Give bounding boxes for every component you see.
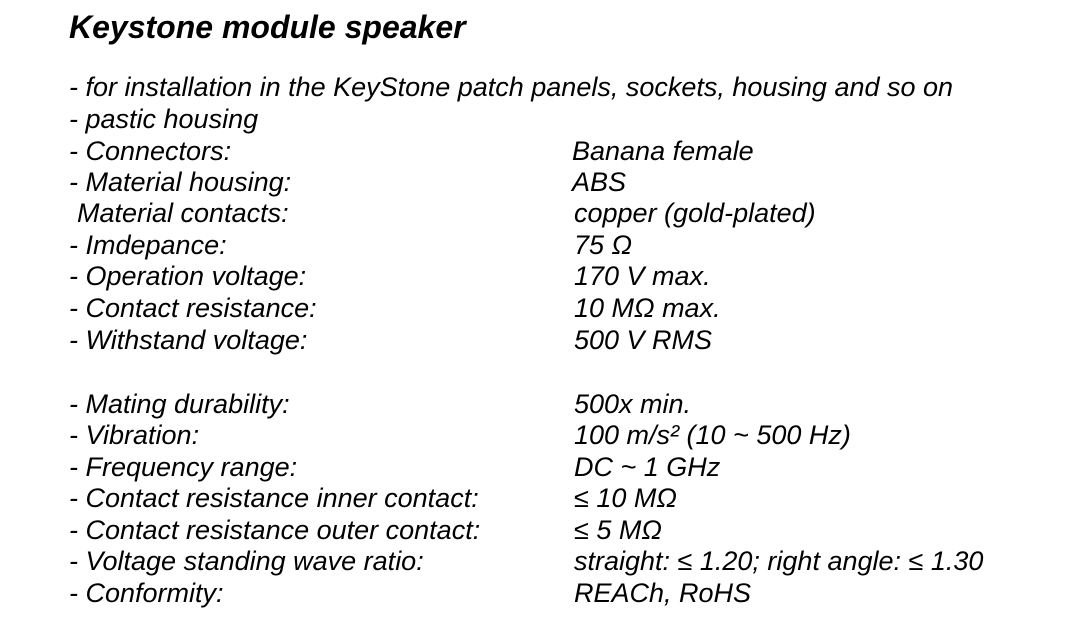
spec-value: ≤ 10 MΩ bbox=[574, 483, 677, 513]
spec-label: - Imdepance: bbox=[69, 230, 227, 260]
spec-value: ABS bbox=[572, 167, 627, 197]
spec-value: DC ~ 1 GHz bbox=[574, 452, 721, 482]
spec-label: - Conformity: bbox=[69, 578, 224, 608]
page-title: Keystone module speaker bbox=[69, 9, 466, 45]
spec-value: straight: ≤ 1.20; right angle: ≤ 1.30 bbox=[574, 546, 984, 576]
spec-value: 500x min. bbox=[574, 389, 692, 419]
intro-text: - for installation in the KeyStone patch panels, sockets, housing and so on bbox=[69, 72, 954, 102]
spec-value: 10 MΩ max. bbox=[574, 293, 721, 323]
spec-label: - Frequency range: bbox=[69, 452, 298, 482]
spec-value: Banana female bbox=[572, 136, 754, 166]
spec-value: 100 m/s² (10 ~ 500 Hz) bbox=[574, 420, 851, 450]
spec-value: ≤ 5 MΩ bbox=[574, 515, 662, 545]
spec-label: - Operation voltage: bbox=[69, 261, 307, 291]
spec-label: - Voltage standing wave ratio: bbox=[69, 546, 424, 576]
spec-value: 500 V RMS bbox=[574, 325, 713, 355]
spec-value: 170 V max. bbox=[574, 261, 711, 291]
spec-label: - Contact resistance: bbox=[69, 293, 317, 323]
spec-label: - Connectors: bbox=[69, 136, 232, 166]
intro-text: - pastic housing bbox=[69, 104, 259, 134]
spec-value: REACh, RoHS bbox=[574, 578, 752, 608]
spec-label: Material contacts: bbox=[77, 198, 289, 228]
spec-label: - Material housing: bbox=[69, 167, 292, 197]
spec-value: copper (gold-plated) bbox=[574, 198, 816, 228]
spec-label: - Contact resistance inner contact: bbox=[69, 483, 479, 513]
spec-label: - Withstand voltage: bbox=[69, 325, 308, 355]
spec-label: - Vibration: bbox=[69, 420, 200, 450]
spec-label: - Mating durability: bbox=[69, 389, 290, 419]
spec-label: - Contact resistance outer contact: bbox=[69, 515, 481, 545]
spec-value: 75 Ω bbox=[574, 230, 633, 260]
